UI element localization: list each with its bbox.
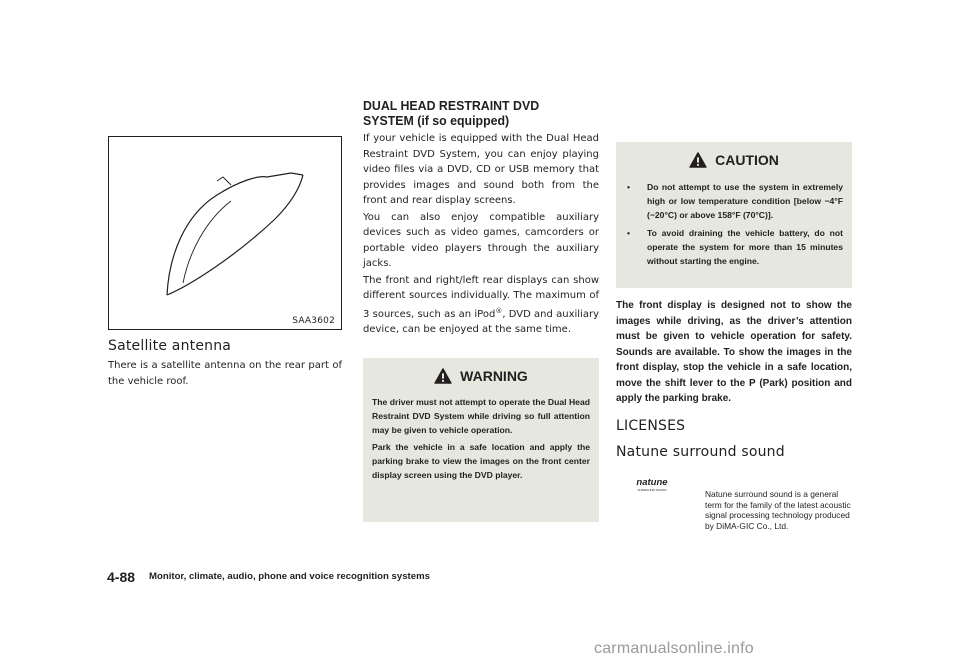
satellite-antenna-heading: Satellite antenna	[108, 338, 232, 354]
natune-logo	[632, 478, 672, 492]
list-item	[625, 226, 843, 268]
warning-header	[372, 368, 590, 384]
list-item	[625, 180, 843, 222]
dvd-intro	[363, 131, 599, 338]
bullet: •	[627, 228, 631, 238]
natune-description: Natune surround sound is a general term for the family of the latest acoustic signal processing technology produced by DiMA-GIC Co., Ltd.	[705, 489, 851, 531]
warning-para-2: Park the vehicle in a safe location and apply the parking brake to view the images on the front center display screen using the DVD player.	[372, 442, 590, 480]
dvd-para-3-text: The front and right/left rear displays can show different sources individually. The maximum of 3 sources, such as an iPod	[363, 274, 599, 320]
bullet: •	[627, 182, 631, 192]
caution-item-2: To avoid draining the vehicle battery, do not operate the system for more than 15 minutes without starting the engine.	[647, 228, 843, 266]
caution-box	[616, 142, 852, 288]
page-number: 4-88	[107, 569, 136, 585]
warning-triangle-icon	[434, 368, 452, 384]
satellite-antenna-body: There is a satellite antenna on the rear part of the vehicle roof.	[108, 360, 342, 387]
figure-caption: SAA3602	[292, 316, 335, 326]
caution-title: CAUTION	[715, 152, 779, 168]
warning-title: WARNING	[460, 368, 528, 384]
caution-list	[625, 180, 843, 268]
caution-item-1: Do not attempt to use the system in extremely high or low temperature condition [below −4°F (−20°C) or above 158°F (70°C)].	[647, 182, 843, 220]
antenna-figure	[108, 136, 342, 330]
warning-triangle-icon	[689, 152, 707, 168]
licenses-heading: LICENSES	[616, 418, 686, 434]
satellite-antenna-illustration	[109, 137, 341, 329]
dvd-para-3	[363, 273, 599, 338]
warning-para-1: The driver must not attempt to operate the Dual Head Restraint DVD System while driving so full attention may be given to vehicle operation.	[372, 397, 590, 435]
footer-section-title: Monitor, climate, audio, phone and voice recognition systems	[149, 571, 430, 582]
registered-mark: ®	[495, 306, 503, 315]
front-display-text: The front display is designed not to show the images while driving, as the driver’s attention must be given to vehicle operation for safety. Sounds are available. To show the images in the front display, stop the vehicle in a safe location, move the shift lever to the P (Park) position and apply the parking brake.	[616, 300, 852, 404]
natune-logo-text: natune	[636, 477, 668, 488]
natune-logo-subtext: SURROUND SOUND	[637, 488, 667, 492]
dvd-system-heading: DUAL HEAD RESTRAINT DVD SYSTEM (if so equipped)	[363, 98, 540, 128]
dvd-para-3-text-end: , DVD and auxiliary device, can be enjoyed at the same time.	[363, 308, 599, 335]
warning-box	[363, 358, 599, 522]
watermark: carmanualsonline.info	[594, 640, 754, 657]
dvd-para-2: You can also enjoy compatible auxiliary devices such as video games, camcorders or portable video players through the auxiliary jacks.	[363, 211, 599, 269]
dvd-para-1: If your vehicle is equipped with the Dual Head Restraint DVD System, you can enjoy playing video files via a DVD, CD or USB memory that provides images and sound both from the front and rear display screens.	[363, 133, 599, 206]
caution-header	[625, 152, 843, 168]
natune-heading: Natune surround sound	[616, 444, 785, 460]
